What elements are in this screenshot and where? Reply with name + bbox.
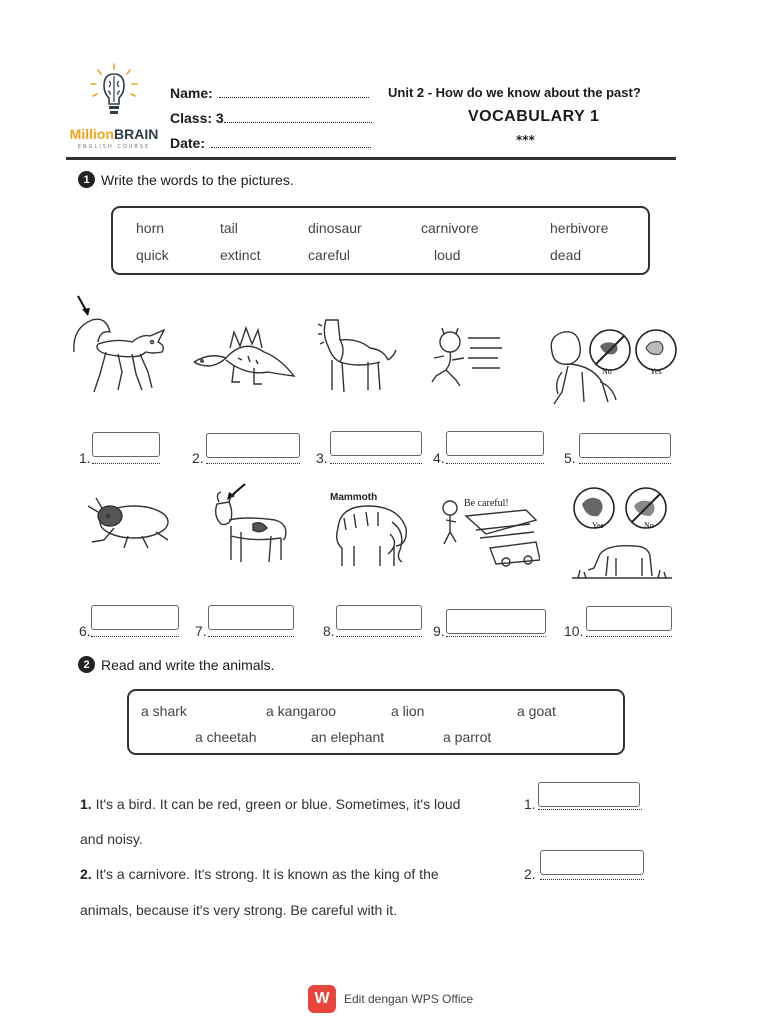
answer-label-2: 2.	[192, 450, 204, 466]
animal-parrot: a parrot	[443, 729, 492, 745]
answer-label-3: 3.	[316, 450, 328, 466]
wps-office-icon: W	[308, 985, 336, 1013]
picture-7-goat-horn	[205, 480, 293, 568]
answer-box-8[interactable]	[336, 605, 422, 630]
answer-box-5[interactable]	[579, 433, 671, 458]
answer-label-7: 7.	[195, 623, 207, 639]
word-quick: quick	[136, 247, 169, 263]
sentence-1-line-1: 1. It's a bird. It can be red, green or blue. Sometimes, it's loud	[80, 796, 461, 812]
answer-label-8: 8.	[323, 623, 335, 639]
stars: ***	[516, 133, 535, 147]
word-tail: tail	[220, 220, 238, 236]
answer-box-9[interactable]	[446, 609, 546, 634]
footer-text: Edit dengan WPS Office	[344, 992, 474, 1006]
answer-label-4: 4.	[433, 450, 445, 466]
animal-elephant: an elephant	[311, 729, 385, 745]
wps-edit-link[interactable]	[308, 985, 473, 1013]
animal-cheetah: a cheetah	[195, 729, 257, 745]
animal-answer-box-2[interactable]	[540, 850, 644, 875]
yes-sign-icon	[574, 488, 614, 530]
answer-box-10[interactable]	[586, 606, 672, 631]
animal-answer-label-2: 2.	[524, 866, 536, 882]
answer-label-6: 6.	[79, 623, 91, 639]
answer-box-3[interactable]	[330, 431, 422, 456]
picture-10-deer-herbivore	[568, 484, 676, 584]
animal-answer-label-1: 1.	[524, 796, 536, 812]
no-label: No	[644, 521, 654, 530]
word-bank	[111, 206, 650, 275]
animal-shark: a shark	[141, 703, 187, 719]
no-sign-icon	[590, 330, 630, 376]
answer-label-1: 1.	[79, 450, 91, 466]
sentence-1-line-2: and noisy.	[80, 831, 143, 847]
animal-answer-box-1[interactable]	[538, 782, 640, 807]
logo	[66, 62, 162, 162]
word-loud: loud	[434, 247, 461, 263]
animal-kangaroo: a kangaroo	[266, 703, 337, 719]
header-divider	[66, 157, 676, 160]
answer-label-9: 9.	[433, 623, 445, 639]
word-carnivore: carnivore	[421, 220, 479, 236]
picture-8-mammoth	[326, 488, 414, 570]
word-herbivore: herbivore	[550, 220, 609, 236]
exercise-number: 2	[78, 656, 95, 673]
brain-bulb-icon	[90, 62, 138, 124]
sentence-2-line-1: 2. It's a carnivore. It's strong. It is known as the king of the	[80, 866, 439, 882]
word-dinosaur: dinosaur	[308, 220, 362, 236]
unit-title: Unit 2 - How do we know about the past?	[388, 85, 641, 100]
class-field: Class: 3	[170, 110, 372, 126]
answer-label-10: 10.	[564, 623, 584, 639]
mammoth-label: Mammoth	[330, 492, 378, 503]
vocabulary-title: VOCABULARY 1	[468, 108, 600, 125]
answer-box-6[interactable]	[91, 605, 179, 630]
word-extinct: extinct	[220, 247, 261, 263]
animal-bank	[127, 689, 625, 755]
animal-lion: a lion	[391, 703, 425, 719]
word-careful: careful	[308, 247, 351, 263]
exercise-2-heading	[78, 656, 275, 673]
picture-2-dinosaur	[190, 318, 298, 398]
no-sign-icon	[626, 488, 666, 530]
answer-box-4[interactable]	[446, 431, 544, 456]
answer-box-2[interactable]	[206, 433, 300, 458]
exercise-1-heading	[78, 171, 294, 188]
yes-label: Yes	[592, 521, 604, 530]
word-dead: dead	[550, 247, 582, 263]
exercise-instruction: Read and write the animals.	[101, 656, 275, 673]
picture-1-rhino-horn	[66, 292, 176, 404]
word-horn: horn	[136, 220, 165, 236]
yes-label: Yes	[650, 367, 662, 376]
no-label: No	[602, 367, 612, 376]
animal-goat: a goat	[517, 703, 556, 719]
yes-sign-icon	[636, 330, 676, 376]
be-careful-label: Be careful!	[464, 498, 509, 509]
sentence-2-line-2: animals, because it's very strong. Be careful with it.	[80, 902, 398, 918]
answer-label-5: 5.	[564, 450, 576, 466]
exercise-number: 1	[78, 171, 95, 188]
picture-6-dead-bug	[84, 492, 174, 552]
date-field: Date:	[170, 135, 371, 151]
answer-box-7[interactable]	[208, 605, 294, 630]
picture-4-running-cheetah	[428, 326, 504, 388]
answer-box-1[interactable]	[92, 432, 160, 457]
picture-9-careful-crossing	[436, 490, 540, 568]
picture-3-roaring-lion	[318, 316, 400, 400]
brand-subtitle: ENGLISH COURSE	[77, 144, 151, 150]
picture-5-lion-carnivore	[542, 322, 680, 418]
name-field: Name:	[170, 85, 369, 101]
exercise-instruction: Write the words to the pictures.	[101, 171, 294, 188]
brand-name: MillionBRAIN	[69, 126, 159, 142]
